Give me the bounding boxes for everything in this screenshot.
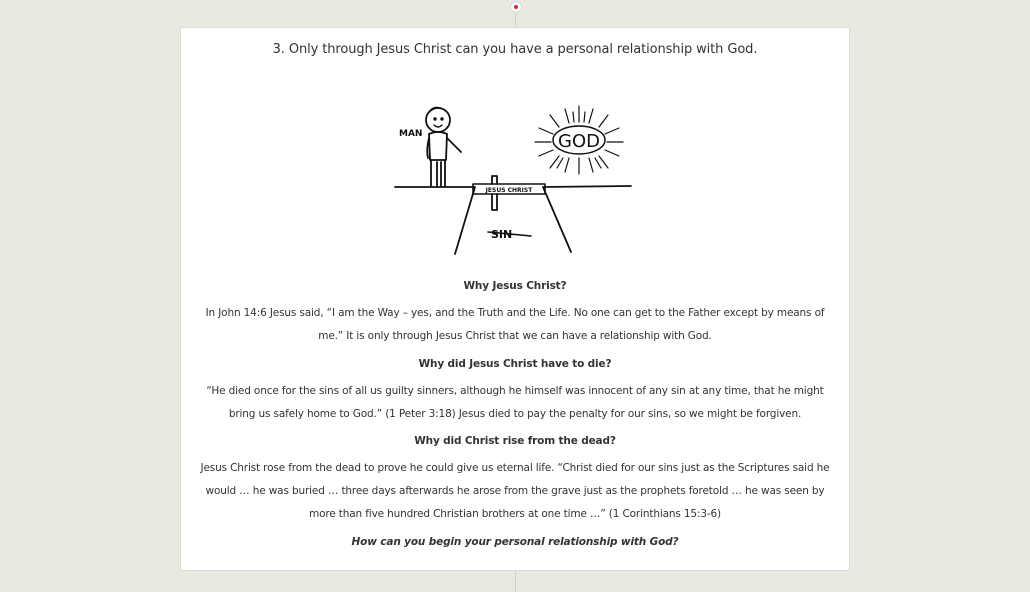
right-cliff bbox=[543, 186, 631, 252]
man-label: MAN bbox=[399, 129, 423, 139]
answer-why-jesus: In John 14:6 Jesus said, “I am the Way – yes, and the Truth and the Life. No one can get to the Father except by means of me.” It is only through Jesus Christ that we can have a relationship with God. bbox=[205, 307, 825, 342]
man-figure bbox=[426, 107, 461, 186]
page-title: 3. Only through Jesus Christ can you have a personal relationship with God. bbox=[272, 42, 758, 57]
question-why-rise: Why did Christ rise from the dead? bbox=[414, 435, 616, 447]
sin-label: SIN bbox=[491, 228, 513, 241]
bridge-illustration bbox=[393, 82, 643, 257]
timeline-line-top bbox=[515, 13, 516, 27]
question-why-jesus: Why Jesus Christ? bbox=[463, 280, 567, 292]
timeline-marker[interactable] bbox=[510, 1, 522, 13]
timeline-line-bottom bbox=[515, 571, 516, 592]
closing-question: How can you begin your personal relationship with God? bbox=[351, 536, 679, 548]
answer-why-die: “He died once for the sins of all us guilty sinners, although he himself was innocent of any sin at any time, that he might bring us safely home to God.” (1 Peter 3:18) Jesus died to pay the penalty for our sins, so we might be forgiven. bbox=[206, 385, 824, 420]
answer-why-rise: Jesus Christ rose from the dead to prove he could give us eternal life. “Christ died for our sins just as the Scriptures said he would … he was buried … three days afterwards he arose from the grave just as the prophets foretold … he was seen by more than five hundred Christian brothers at one time …” (1 Corinthians 15:3-6) bbox=[200, 462, 830, 520]
content-card bbox=[180, 27, 850, 571]
god-label: GOD bbox=[558, 131, 600, 152]
left-cliff bbox=[395, 187, 475, 254]
question-why-die: Why did Jesus Christ have to die? bbox=[418, 358, 612, 370]
bridge-label: JESUS CHRIST bbox=[485, 187, 533, 194]
